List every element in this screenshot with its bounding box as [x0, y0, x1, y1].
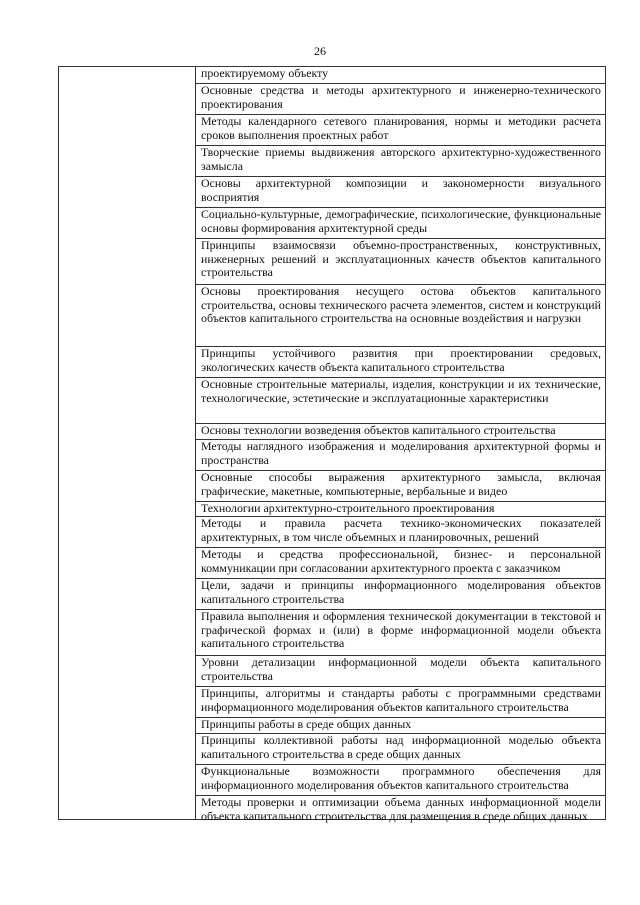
table-row: Основные строительные материалы, изделия, конструкции и их технические, технологические, эстетические и эксплуатационные характеристики	[196, 378, 605, 424]
table-row: Основные средства и методы архитектурного и инженерно-технического проектирования	[196, 84, 605, 115]
table-row: Основы проектирования несущего остова объектов капитального строительства, основы технического расчета элементов, систем и конструкций объектов капитального строительства на основные воздействия и нагрузки	[196, 285, 605, 347]
table-row: Цели, задачи и принципы информационного моделирования объектов капитального строительства	[196, 579, 605, 610]
table-row: Методы и средства профессиональной, бизнес- и персональной коммуникации при согласовании архитектурного проекта с заказчиком	[196, 548, 605, 579]
table-row: Творческие приемы выдвижения авторского архитектурно-художественного замысла	[196, 146, 605, 177]
table-row: Принципы, алгоритмы и стандарты работы с программными средствами информационного моделирования объектов капитального строительства	[196, 687, 605, 718]
table-row: Методы календарного сетевого планирования, нормы и методики расчета сроков выполнения проектных работ	[196, 115, 605, 146]
knowledge-list	[196, 66, 605, 823]
table-row: Правила выполнения и оформления технической документации в текстовой и графической формах и (или) в форме информационной модели объекта капитального строительства	[196, 610, 605, 656]
page-number: 26	[314, 44, 326, 58]
table-row: Принципы взаимосвязи объемно-пространственных, конструктивных, инженерных решений и эксплуатационных качеств объектов капитального строительства	[196, 239, 605, 285]
table-row: Основы технологии возведения объектов капитального строительства	[196, 424, 605, 440]
table-row: Уровни детализации информационной модели объекта капитального строительства	[196, 656, 605, 687]
table-row: Социально-культурные, демографические, психологические, функциональные основы формирования архитектурной среды	[196, 208, 605, 239]
label-column-cell	[59, 67, 196, 819]
table-row: Методы проверки и оптимизации объема данных информационной модели объекта капитального строительства для размещения в среде общих данных	[201, 795, 601, 823]
knowledge-table	[58, 66, 606, 823]
table-row: Принципы устойчивого развития при проектировании средовых, экологических качеств объекта капитального строительства	[196, 347, 605, 378]
table-row: Основы архитектурной композиции и закономерности визуального восприятия	[196, 177, 605, 208]
table-row: Технологии архитектурно-строительного проектирования	[196, 502, 605, 517]
table-row: Основные способы выражения архитектурного замысла, включая графические, макетные, компьютерные, вербальные и видео	[196, 471, 605, 502]
table-row: Методы и правила расчета технико-экономических показателей архитектурных, в том числе объемных и планировочных, решений	[196, 517, 605, 548]
table-row: Принципы коллективной работы над информационной моделью объекта капитального строительства в среде общих данных	[196, 734, 605, 765]
table-row: проектируемому объекту	[196, 67, 605, 84]
table-row: Методы наглядного изображения и моделирования архитектурной формы и пространства	[196, 440, 605, 471]
table-row: Принципы работы в среде общих данных	[196, 718, 605, 734]
table-row: Функциональные возможности программного обеспечения для информационного моделирования объектов капитального строительства	[196, 765, 605, 796]
